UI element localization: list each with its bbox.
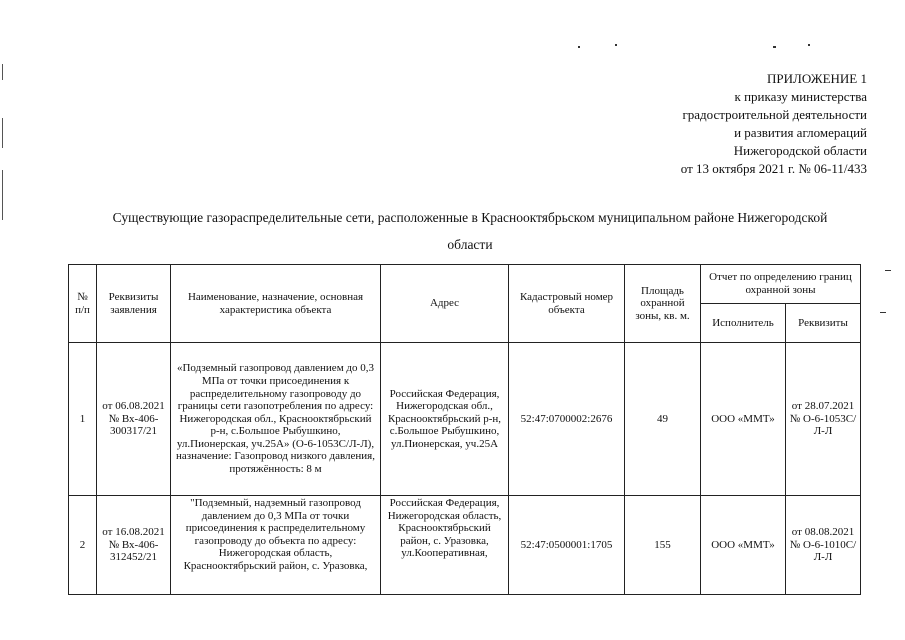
scan-speck	[880, 312, 886, 313]
table-row	[69, 343, 861, 496]
annex-line: и развития агломераций	[734, 125, 867, 140]
annex-line: Нижегородской области	[733, 143, 867, 158]
document-title-line: области	[447, 237, 493, 252]
cell-cadastral: 52:47:0500001:1705	[509, 496, 625, 595]
gas-networks-table	[68, 264, 861, 595]
header-report-requisites: Реквизиты	[786, 304, 861, 343]
header-area: Площадь охранной зоны, кв. м.	[625, 265, 701, 343]
document-title	[60, 204, 880, 258]
annex-block	[681, 70, 867, 178]
scan-speck	[615, 44, 617, 46]
scan-speck	[885, 270, 891, 271]
scan-speck	[773, 46, 776, 48]
annex-line: градостроительной деятельности	[682, 107, 867, 122]
cell-request: от 16.08.2021 № Вх-406-312452/21	[97, 496, 171, 595]
cell-executor: ООО «ММТ»	[701, 496, 786, 595]
cell-area: 155	[625, 496, 701, 595]
header-report: Отчет по определению границ охранной зоны	[701, 265, 861, 304]
annex-title: ПРИЛОЖЕНИЕ 1	[767, 71, 867, 86]
header-cadastral: Кадастровый номер объекта	[509, 265, 625, 343]
cell-num: 1	[69, 343, 97, 496]
header-request: Реквизиты заявления	[97, 265, 171, 343]
document-title-line: Существующие газораспределительные сети, расположенные в Краснооктябрьском муниципальном районе Нижегородской	[112, 210, 828, 225]
cell-report-requisites: от 08.08.2021 № О-6-1010С/Л-Л	[786, 496, 861, 595]
cell-report-requisites: от 28.07.2021 № О-6-1053С/Л-Л	[786, 343, 861, 496]
annex-order-date: от 13 октября 2021 г. № 06-11/433	[680, 161, 867, 176]
scan-edge-mark	[2, 118, 3, 148]
header-executor: Исполнитель	[701, 304, 786, 343]
scan-edge-mark	[2, 64, 3, 80]
table-header-row	[69, 265, 861, 304]
header-object-name: Наименование, назначение, основная характеристика объекта	[171, 265, 381, 343]
cell-area: 49	[625, 343, 701, 496]
cell-object-name: "Подземный, надземный газопровод давлением до 0,3 МПа от точки присоединения к распределительному газопроводу до объекта по адресу: Нижегородская область, Краснооктябрьский район, с. Уразовка,	[171, 496, 381, 595]
cell-address: Российская Федерация, Нижегородская обл., Краснооктябрьский р-н, с.Большое Рыбушкино, ул.Пионерская, уч.25А	[381, 343, 509, 496]
cell-address: Российская Федерация, Нижегородская область, Краснооктябрьский район, с. Уразовка, ул.Кооперативная,	[381, 496, 509, 595]
cell-cadastral: 52:47:0700002:2676	[509, 343, 625, 496]
header-address: Адрес	[381, 265, 509, 343]
scan-speck	[578, 46, 580, 48]
cell-num: 2	[69, 496, 97, 595]
cell-request: от 06.08.2021 № Вх-406-300317/21	[97, 343, 171, 496]
table-row	[69, 496, 861, 595]
cell-executor: ООО «ММТ»	[701, 343, 786, 496]
cell-object-name: «Подземный газопровод давлением до 0,3 МПа от точки присоединения к распределительному газопроводу до границы сети газопотребления по адресу: Нижегородская обл., Краснооктябрьский р-н, с.Большое Рыбушкино, ул.Пионерская, уч.25А» (О-6-1053С/Л-Л), назначение: Газопровод низкого давления, протяжённость: 8 м	[171, 343, 381, 496]
annex-line: к приказу министерства	[734, 89, 867, 104]
scan-edge-mark	[2, 170, 3, 220]
scan-speck	[808, 44, 810, 46]
header-num: № п/п	[69, 265, 97, 343]
